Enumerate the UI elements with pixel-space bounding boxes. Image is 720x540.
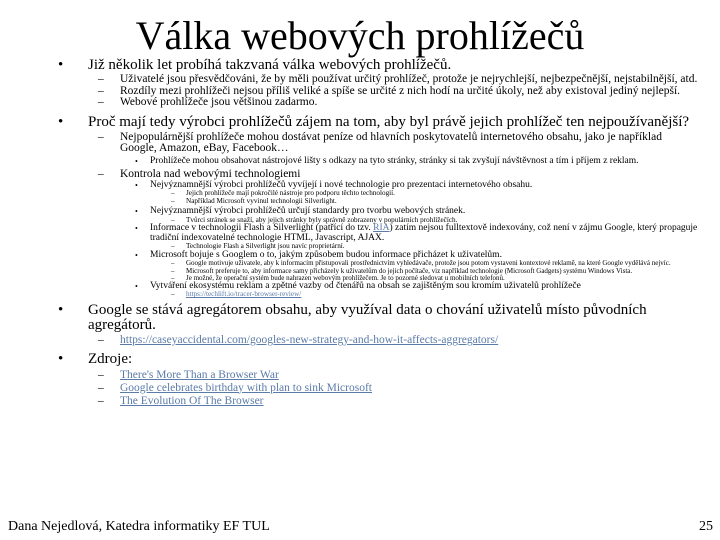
- bullet-marker: •: [135, 180, 138, 190]
- bullet-text: Již několik let probíhá takzvaná válka webových prohlížečů.: [88, 57, 452, 73]
- level4-text: Tvůrci stránek se snaží, aby jejich stránky byly správně zobrazeny v populárních prohlížečích.: [186, 215, 458, 224]
- dash-marker: –: [98, 368, 104, 381]
- dash-marker: –: [171, 273, 175, 282]
- dash-marker: –: [98, 73, 104, 85]
- subbullet: [58, 395, 698, 408]
- dash-marker: –: [171, 196, 175, 205]
- dash-marker: –: [171, 215, 175, 224]
- dash-marker: –: [98, 334, 104, 347]
- dash-marker: –: [98, 394, 104, 407]
- level3-item: [58, 282, 698, 292]
- dash-marker: –: [98, 381, 104, 394]
- bullet-marker: •: [135, 207, 138, 217]
- source-link-browser-war[interactable]: There's More Than a Browser War: [120, 368, 279, 381]
- footer-author: Dana Nejedlová, Katedra informatiky EF TUL: [8, 519, 270, 534]
- dash-marker: –: [98, 96, 104, 108]
- source-link-google-birthday[interactable]: Google celebrates birthday with plan to sink Microsoft: [120, 381, 372, 394]
- level3-text: Nejvýznamnější výrobci prohlížečů určují standardy pro tvorbu webových stránek.: [150, 206, 466, 217]
- level4-text: Google motivuje uživatele, aby k informacím přistupovali prostřednictvím vyhledávače, protože jsou potom vystaveni kontextové reklamě, na které Google vydělává nejvíc.: [186, 259, 671, 268]
- bullet-marker: •: [58, 302, 64, 319]
- dash-marker: –: [171, 259, 175, 268]
- subbullet: [58, 132, 698, 155]
- subbullet-text: Kontrola nad webovými technologiemi: [120, 168, 301, 180]
- bullet-google-aggregator: [58, 303, 698, 333]
- level4-text: Například Microsoft vyvinul technologii Silverlight.: [186, 196, 337, 205]
- bullet-text: Google se stává agregátorem obsahu, aby využíval data o chování uživatelů místo původních agregátorů.: [88, 302, 647, 334]
- slide-title: Válka webových prohlížečů: [135, 13, 585, 58]
- level4-item: [58, 198, 698, 206]
- level4-item: [58, 190, 698, 198]
- techlift-link[interactable]: https://techlift.io/tracer-browser-review/: [186, 290, 302, 299]
- subbullet-text: Nejpopulárnější prohlížeče mohou dostávat peníze od hlavních poskytovatelů internetového obsahu, jako je například Google, Amazon, eBay, Facebook…: [120, 130, 662, 154]
- subbullet: [58, 97, 698, 109]
- bullet-sources: [58, 352, 698, 367]
- dash-marker: –: [98, 168, 104, 180]
- level3-text: Prohlížeče mohou obsahovat nástrojové lišty s odkazy na tyto stránky, stránky si tak zvyšují návštěvnost a tím i příjem z reklam.: [150, 155, 639, 166]
- level3-text-before: Informace v technologii Flash a Silverlight (patřící do tzv.: [150, 223, 374, 234]
- slide-content: [58, 58, 698, 408]
- bullet-marker: •: [58, 57, 64, 73]
- dash-marker: –: [98, 84, 104, 97]
- bullet-marker: •: [135, 156, 138, 166]
- bullet-marker: •: [135, 250, 138, 260]
- aggregators-link[interactable]: https://caseyaccidental.com/googles-new-strategy-and-how-it-affects-aggregators/: [120, 334, 499, 347]
- bullet-browser-war: [58, 58, 698, 73]
- level4-item: [58, 291, 698, 299]
- dash-marker: –: [171, 290, 175, 299]
- level3-item: [58, 224, 698, 243]
- level3-text: Vytváření ekosystému reklam a zpětné vazby od čtenářů na obsah se zajištěným sou kromím uživatelů prohlížeče: [150, 280, 581, 291]
- level4-text: Je možné, že operační systém bude nahrazen webovým prohlížečem. Je to pozorné sledovat u mobilních telefonů.: [186, 273, 505, 282]
- subbullet-text: Webové prohlížeče jsou většinou zadarmo.: [120, 96, 318, 108]
- subbullet: [58, 369, 698, 382]
- subbullet-text: Rozdíly mezi prohlížeči nejsou příliš veliké a spíše se určité z nich hodí na určité úkoly, než aby existoval jediný nejlepší.: [120, 84, 681, 97]
- dash-marker: –: [98, 130, 104, 143]
- subbullet-text: Uživatelé jsou přesvědčováni, že by měli používat určitý prohlížeč, protože je nejrychlejší, nejbezpečnější, nejstabilnější, atd.: [120, 73, 698, 85]
- bullet-marker: •: [135, 281, 138, 291]
- bullet-text: Proč mají tedy výrobci prohlížečů zájem na tom, aby byl právě jejich prohlížeč ten nejpoužívanější?: [88, 113, 690, 130]
- dash-marker: –: [171, 242, 175, 251]
- level4-text: Technologie Flash a Silverlight jsou navíc proprietární.: [186, 242, 345, 251]
- level3-text: Nejvýznamnější výrobci prohlížečů vyvíjejí i nové technologie pro prezentaci internetového obsahu.: [150, 179, 533, 190]
- bullet-text: Zdroje:: [88, 350, 133, 367]
- level4-text: Microsoft preferuje to, aby informace samy přicházely k uživatelům do jejich počítače, viz například technologie (Microsoft Gadgets) systému Windows Vista.: [186, 266, 633, 275]
- dash-marker: –: [171, 266, 175, 275]
- bullet-why-compete: [58, 115, 698, 130]
- level3-text: Microsoft bojuje s Googlem o to, jakým způsobem budou informace přicházet k uživatelům.: [150, 249, 502, 260]
- source-link-evolution[interactable]: The Evolution Of The Browser: [120, 394, 264, 407]
- subbullet: [58, 335, 698, 347]
- level3-item: [58, 157, 698, 167]
- subbullet: [58, 382, 698, 395]
- level3-text-after: ) zatím nejsou fulltextově indexovány, což není v zájmu Google, který propaguje tradiční indexovatelné technologie HTML, Javascript, AJAX.: [150, 223, 698, 243]
- bullet-marker: •: [135, 224, 138, 234]
- dash-marker: –: [171, 189, 175, 197]
- level4-text: Jejich prohlížeče mají pokročilé nástroje pro podporu těchto technologií.: [186, 189, 395, 197]
- bullet-marker: •: [58, 350, 64, 367]
- bullet-marker: •: [58, 113, 64, 130]
- ria-link[interactable]: RIA: [373, 223, 390, 234]
- page-number: 25: [699, 519, 713, 534]
